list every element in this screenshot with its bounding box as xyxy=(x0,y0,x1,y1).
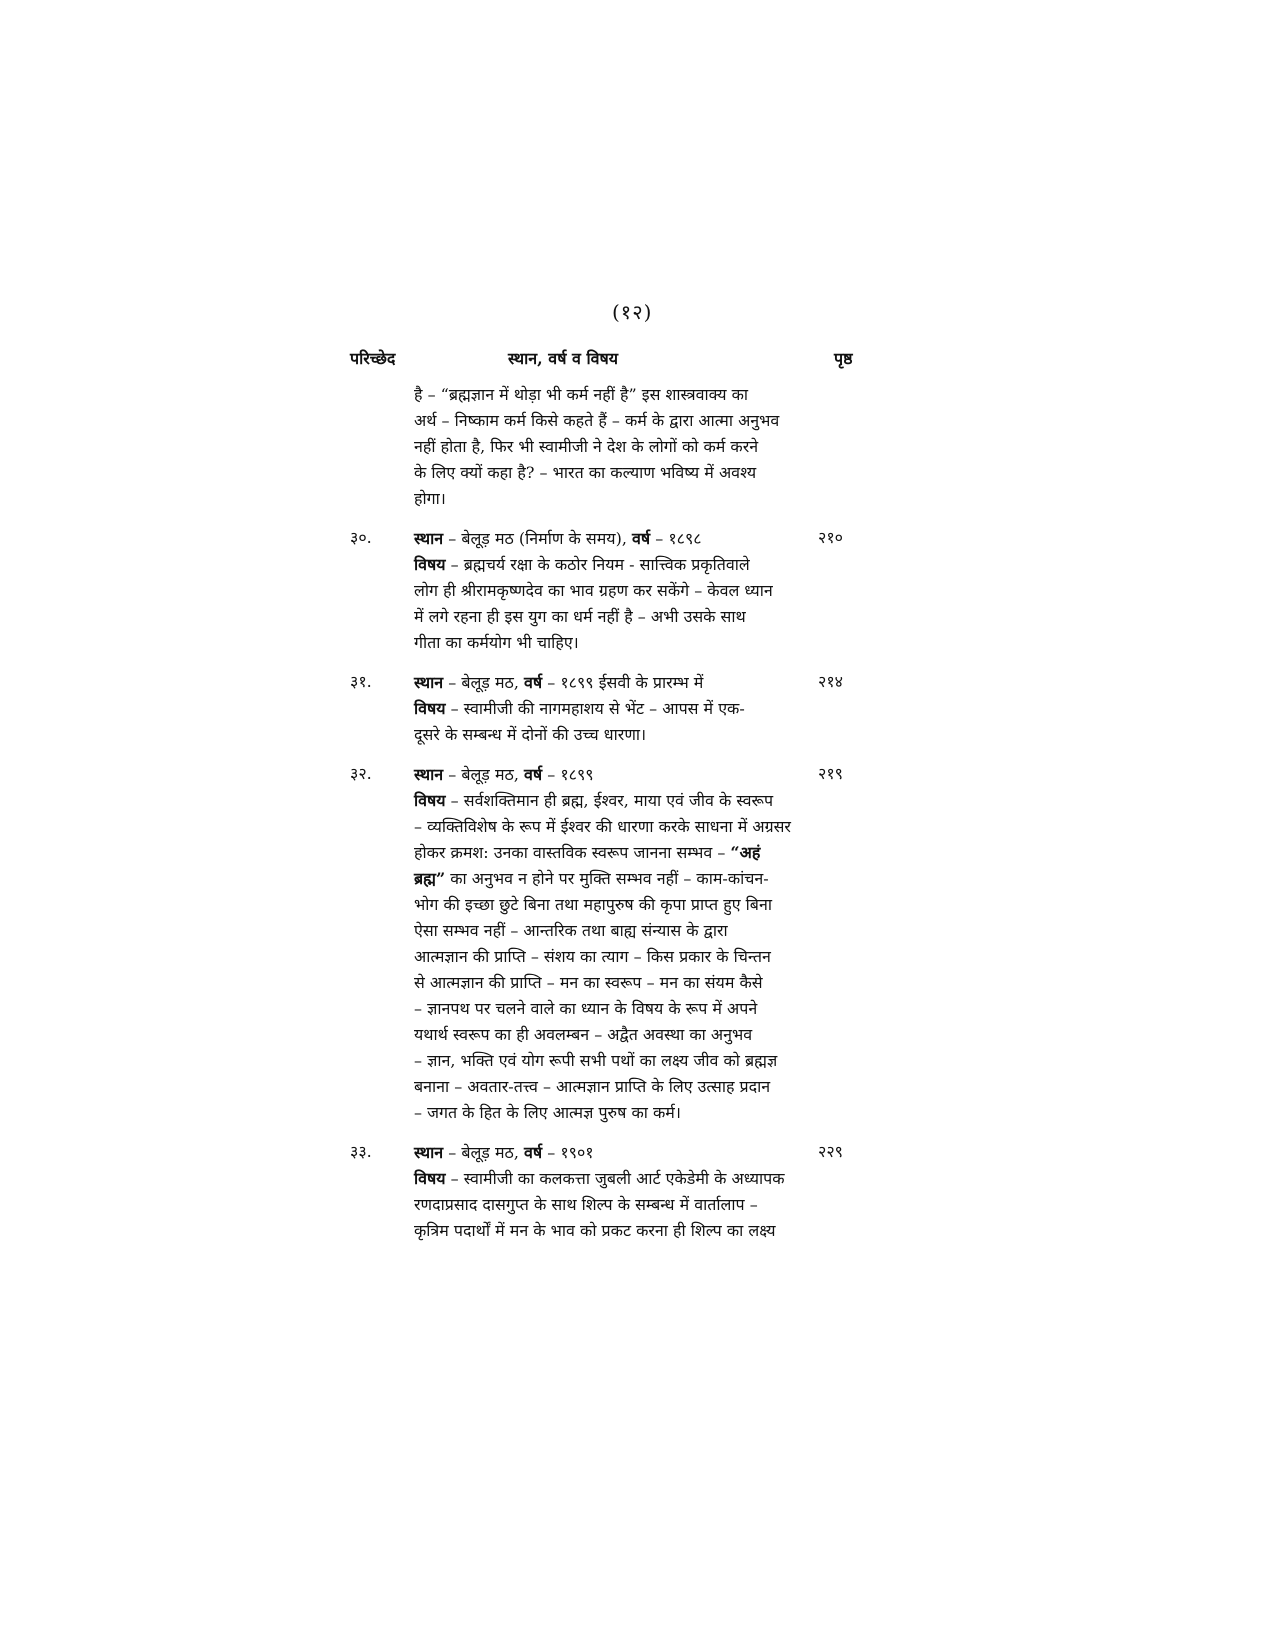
subject-line xyxy=(414,1166,804,1192)
list-item xyxy=(350,1140,910,1244)
entry-line: आत्मज्ञान की प्राप्ति – संशय का त्याग – किस प्रकार के चिन्तन xyxy=(414,947,771,966)
entry-line: दूसरे के सम्बन्ध में दोनों की उच्च धारणा। xyxy=(414,725,647,744)
entry-line: से आत्मज्ञान की प्राप्ति – मन का स्वरूप – मन का संयम कैसे xyxy=(414,973,763,992)
subject-line xyxy=(414,788,804,814)
place-text: – बेलूड़ मठ, xyxy=(443,1143,524,1162)
quote-text: “अहं xyxy=(730,843,761,862)
entry-body xyxy=(414,382,804,512)
entry-line: कृत्रिम पदार्थों में मन के भाव को प्रकट करना ही शिल्प का लक्ष्य xyxy=(414,1221,776,1240)
year-label: वर्ष xyxy=(632,529,651,548)
year-label: वर्ष xyxy=(524,765,543,784)
year-text: – १८९८ xyxy=(650,529,702,548)
year-label: वर्ष xyxy=(524,1143,543,1162)
place-line xyxy=(414,670,804,696)
entry-line xyxy=(414,866,804,892)
entry-body xyxy=(414,526,804,656)
subject-text: – ब्रह्मचर्य रक्षा के कठोर नियम - सात्त्विक प्रकृतिवाले xyxy=(445,555,750,574)
place-line xyxy=(414,526,804,552)
year-text: – १८९९ xyxy=(542,765,594,784)
entry-line: यथार्थ स्वरूप का ही अवलम्बन – अद्वैत अवस्था का अनुभव xyxy=(414,1025,753,1044)
contents-list xyxy=(350,382,910,1258)
entry-body xyxy=(414,762,804,1126)
subject-label: विषय xyxy=(414,1169,446,1188)
entry-body xyxy=(414,1140,804,1244)
year-text: – १९०१ xyxy=(542,1143,594,1162)
entry-line xyxy=(414,840,804,866)
entry-line: – जगत के हित के लिए आत्मज्ञ पुरुष का कर्म। xyxy=(414,1103,681,1122)
place-label: स्थान xyxy=(414,1143,444,1162)
quote-text: ब्रह्म” xyxy=(414,869,446,888)
place-line xyxy=(414,762,804,788)
year-label: वर्ष xyxy=(524,673,543,692)
subject-label: विषय xyxy=(414,555,446,574)
place-label: स्थान xyxy=(414,765,444,784)
place-label: स्थान xyxy=(414,529,444,548)
place-year-subject-header: स्थान, वर्ष व विषय xyxy=(508,349,619,368)
page-ref: २२९ xyxy=(818,1142,843,1161)
page-ref: २१९ xyxy=(818,764,843,783)
page-ref: २१४ xyxy=(818,672,843,691)
chapter-number: ३१. xyxy=(350,672,372,691)
subject-text: – स्वामीजी का कलकत्ता जुबली आर्ट एकेडेमी के अध्यापक xyxy=(445,1169,785,1188)
subject-label: विषय xyxy=(414,699,446,718)
entry-line: होगा। xyxy=(414,489,446,508)
entry-line: अर्थ – निष्काम कर्म किसे कहते हैं – कर्म के द्वारा आत्मा अनुभव xyxy=(414,411,780,430)
year-text: – १८९९ ईसवी के प्रारम्भ में xyxy=(542,673,704,692)
list-item xyxy=(350,762,910,1126)
subject-text: – सर्वशक्तिमान ही ब्रह्म, ईश्वर, माया एवं जीव के स्वरूप xyxy=(445,791,774,810)
entry-line: के लिए क्यों कहा है? – भारत का कल्याण भविष्य में अवश्य xyxy=(414,463,757,482)
entry-line: है – “ब्रह्मज्ञान में थोड़ा भी कर्म नहीं है” इस शास्त्रवाक्य का xyxy=(414,385,749,404)
subject-label: विषय xyxy=(414,791,446,810)
entry-line: में लगे रहना ही इस युग का धर्म नहीं है – अभी उसके साथ xyxy=(414,607,746,626)
column-headers xyxy=(350,347,870,377)
subject-line xyxy=(414,552,804,578)
place-text: – बेलूड़ मठ, xyxy=(443,673,524,692)
page-ref: २१० xyxy=(818,528,843,547)
entry-line: – व्यक्तिविशेष के रूप में ईश्वर की धारणा करके साधना में अग्रसर xyxy=(414,817,791,836)
entry-line: – ज्ञान, भक्ति एवं योग रूपी सभी पथों का लक्ष्य जीव को ब्रह्मज्ञ xyxy=(414,1051,778,1070)
list-item xyxy=(350,526,910,656)
entry-body xyxy=(414,670,804,748)
list-item xyxy=(350,670,910,748)
entry-line: भोग की इच्छा छुटे बिना तथा महापुरुष की कृपा प्राप्त हुए बिना xyxy=(414,895,772,914)
place-label: स्थान xyxy=(414,673,444,692)
entry-line: रणदाप्रसाद दासगुप्त के साथ शिल्प के सम्बन्ध में वार्तालाप – xyxy=(414,1195,758,1214)
entry-line: बनाना – अवतार-तत्त्व – आत्मज्ञान प्राप्ति के लिए उत्साह प्रदान xyxy=(414,1077,771,1096)
entry-line: गीता का कर्मयोग भी चाहिए। xyxy=(414,633,579,652)
chapter-header: परिच्छेद xyxy=(350,349,396,368)
entry-line: लोग ही श्रीरामकृष्णदेव का भाव ग्रहण कर सकेंगे – केवल ध्यान xyxy=(414,581,773,600)
page-header: पृष्ठ xyxy=(834,349,853,368)
page-number: (१२) xyxy=(612,300,653,324)
place-text: – बेलूड़ मठ (निर्माण के समय), xyxy=(443,529,632,548)
entry-text: होकर क्रमश: उनका वास्तविक स्वरूप जानना सम्भव – xyxy=(414,843,731,862)
entry-line: ऐसा सम्भव नहीं – आन्तरिक तथा बाह्य संन्यास के द्वारा xyxy=(414,921,728,940)
chapter-number: ३०. xyxy=(350,528,372,547)
entry-text: का अनुभव न होने पर मुक्ति सम्भव नहीं – काम-कांचन- xyxy=(445,869,769,888)
entry-line: – ज्ञानपथ पर चलने वाले का ध्यान के विषय के रूप में अपने xyxy=(414,999,758,1018)
chapter-number: ३२. xyxy=(350,764,372,783)
subject-text: – स्वामीजी की नागमहाशय से भेंट – आपस में एक- xyxy=(445,699,745,718)
entry-line: नहीं होता है, फिर भी स्वामीजी ने देश के लोगों को कर्म करने xyxy=(414,437,759,456)
list-item xyxy=(350,382,910,512)
chapter-number: ३३. xyxy=(350,1142,372,1161)
place-line xyxy=(414,1140,804,1166)
place-text: – बेलूड़ मठ, xyxy=(443,765,524,784)
subject-line xyxy=(414,696,804,722)
